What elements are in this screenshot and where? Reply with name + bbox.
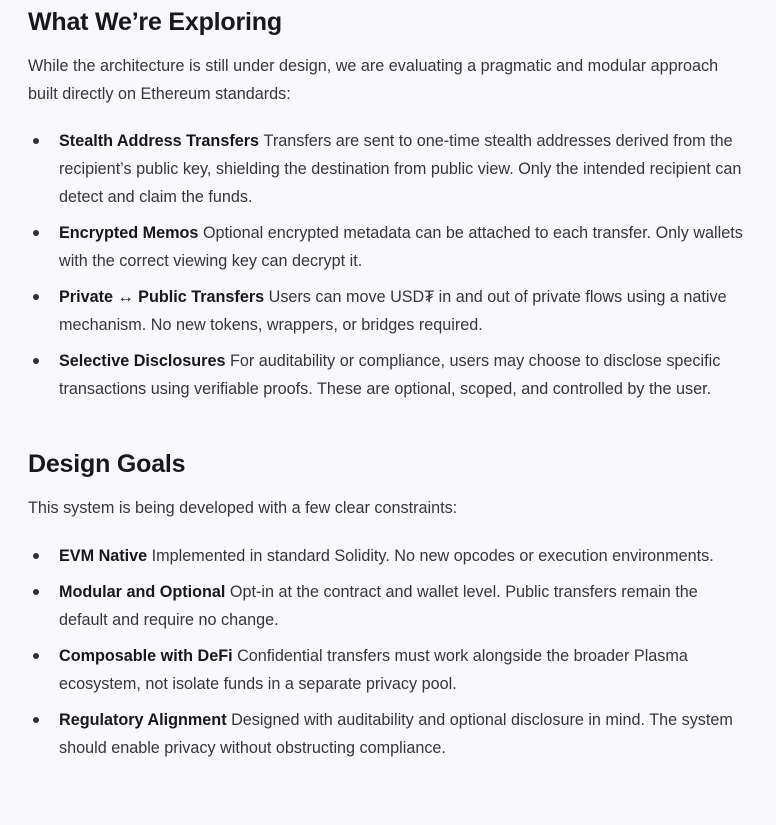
list-item xyxy=(28,219,748,275)
section-heading-design-goals: Design Goals xyxy=(28,450,186,478)
list-item-text: Implemented in standard Solidity. No new opcodes or execution environments. xyxy=(151,547,714,565)
list-item xyxy=(28,127,748,211)
list-item xyxy=(28,542,748,570)
list-item-term: Stealth Address Transfers xyxy=(59,132,264,150)
list-item-text: Opt-in at the contract and wallet level. Public transfers remain the default and require no change. xyxy=(59,583,698,629)
bullet-icon xyxy=(33,717,39,723)
exploring-list xyxy=(28,127,748,403)
list-item xyxy=(28,706,748,762)
list-item-text: Optional encrypted metadata can be attached to each transfer. Only wallets with the correct viewing key can decrypt it. xyxy=(59,224,743,270)
bullet-icon xyxy=(33,589,39,595)
section-heading-exploring: What We’re Exploring xyxy=(28,8,282,36)
list-item-text: For auditability or compliance, users may choose to disclose specific transactions using verifiable proofs. These are optional, scoped, and controlled by the user. xyxy=(59,352,721,398)
bullet-icon xyxy=(33,358,39,364)
bullet-icon xyxy=(33,653,39,659)
list-item-text: Users can move USD₮ in and out of private flows using a native mechanism. No new tokens, wrappers, or bridges required. xyxy=(59,288,727,334)
list-item xyxy=(28,283,748,339)
bullet-icon xyxy=(33,138,39,144)
section-intro-exploring: While the architecture is still under design, we are evaluating a pragmatic and modular approach built directly on Ethereum standards: xyxy=(28,57,719,103)
list-item-term: Modular and Optional xyxy=(59,583,230,601)
bullet-icon xyxy=(33,294,39,300)
list-item-text: Confidential transfers must work alongside the broader Plasma ecosystem, not isolate funds in a separate privacy pool. xyxy=(59,647,688,693)
section-intro-design-goals: This system is being developed with a few clear constraints: xyxy=(28,499,458,517)
list-item xyxy=(28,347,748,403)
design-goals-list xyxy=(28,542,748,762)
list-item xyxy=(28,642,748,698)
list-item-term: Encrypted Memos xyxy=(59,224,203,242)
bullet-icon xyxy=(33,230,39,236)
list-item xyxy=(28,578,748,634)
list-item-text: Transfers are sent to one-time stealth addresses derived from the recipient’s public key, shielding the destination from public view. Only the intended recipient can detect and claim the funds. xyxy=(59,132,742,206)
article-body xyxy=(0,5,776,762)
list-item-term: Selective Disclosures xyxy=(59,352,230,370)
list-item-term: Regulatory Alignment xyxy=(59,711,232,729)
bullet-icon xyxy=(33,553,39,559)
list-item-term: EVM Native xyxy=(59,547,152,565)
list-item-term: Private ↔ Public Transfers xyxy=(59,288,269,306)
list-item-text: Designed with auditability and optional disclosure in mind. The system should enable privacy without obstructing compliance. xyxy=(59,711,733,757)
list-item-term: Composable with DeFi xyxy=(59,647,238,665)
